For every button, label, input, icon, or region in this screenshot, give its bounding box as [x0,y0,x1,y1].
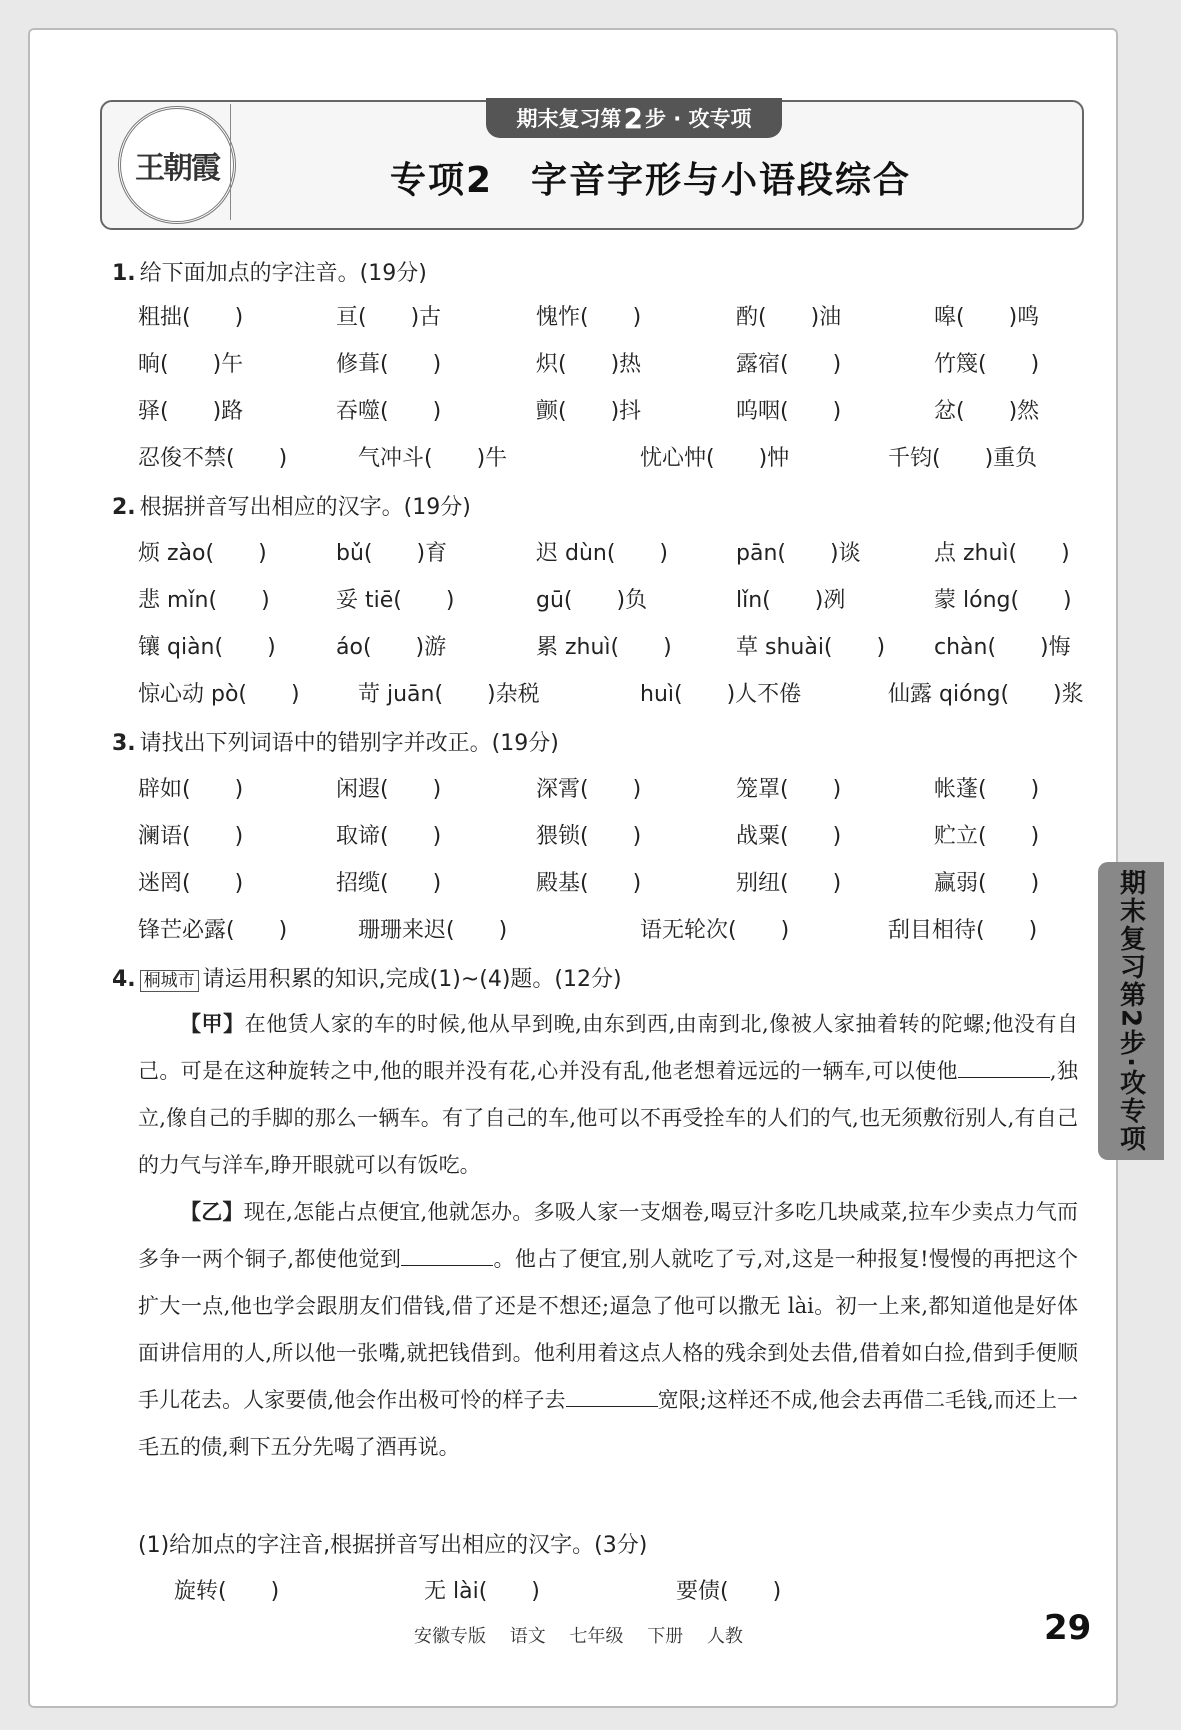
answer-item[interactable]: 亘( )古 [336,305,442,330]
question-number: 3. [112,731,136,756]
answer-item[interactable]: 深霄( ) [536,777,642,802]
footer-item: 安徽专版 [414,1626,486,1647]
answer-item[interactable]: 贮立( ) [934,824,1040,849]
exercise-row [138,772,1068,806]
question-1 [112,256,427,287]
answer-item[interactable]: 驿( )路 [138,399,244,424]
answer-item[interactable]: 无 lài( ) [424,1579,540,1604]
question-number: 2. [112,495,136,520]
answer-item[interactable]: 辟如( ) [138,777,244,802]
answer-item[interactable]: 澜语( ) [138,824,244,849]
exercise-row [138,441,1068,475]
footer-item: 语文 [509,1626,546,1647]
footer-info [414,1622,761,1648]
exercise-row [138,394,1068,428]
exercise-row [138,583,1072,617]
question-text: 根据拼音写出相应的汉字。(19分) [139,495,471,520]
answer-item[interactable]: 锋芒必露( ) [138,918,288,943]
answer-item[interactable]: lǐn( )冽 [736,588,846,613]
answer-item[interactable]: 惊心动 pò( ) [138,682,300,707]
answer-item[interactable]: 苛 juān( )杂税 [358,682,540,707]
exercise-row [138,866,1068,900]
question-3 [112,726,559,757]
answer-item[interactable]: 旋转( ) [174,1579,280,1604]
answer-item[interactable]: 颤( )抖 [536,399,642,424]
answer-item[interactable]: 要债( ) [676,1579,782,1604]
footer-item: 下册 [647,1626,684,1647]
answer-item[interactable]: 修葺( ) [336,352,442,377]
exercise-row [138,347,1068,381]
answer-blank[interactable] [958,1057,1050,1078]
answer-item[interactable]: 妥 tiē( ) [336,588,455,613]
sub-question-1: (1)给加点的字注音,根据拼音写出相应的汉字。(3分) [138,1533,648,1558]
passage-mark: 【乙】 [180,1199,244,1224]
section-tab-post: 步 · 攻专项 [644,107,752,131]
answer-item[interactable]: 酌( )油 [736,305,842,330]
answer-item[interactable]: 仙露 qióng( )浆 [888,682,1084,707]
answer-item[interactable]: 帐蓬( ) [934,777,1040,802]
answer-item[interactable]: bǔ( )育 [336,541,448,566]
answer-item[interactable]: 忍俊不禁( ) [138,446,288,471]
exercise-row [138,300,1068,334]
passage-jia [138,1000,1078,1189]
answer-item[interactable]: 嗥( )鸣 [934,305,1040,330]
question-2 [112,490,471,521]
brand-logo [118,106,236,224]
answer-item[interactable]: 语无轮次( ) [640,918,790,943]
answer-item[interactable]: 千钧( )重负 [888,446,1038,471]
passage-text: ,独立,像自己的手脚的那么一辆车。有了自己的车,他可以不再受拴车的人们的气,也无须敷衍别人,有自己的力气与洋车,睁开眼就可以有饭吃。 [138,1059,1078,1177]
answer-item[interactable]: 别纽( ) [736,871,842,896]
answer-item[interactable]: 刮目相待( ) [888,918,1038,943]
answer-item[interactable]: 招缆( ) [336,871,442,896]
page-title: 专项2 字音字形与小语段综合 [390,160,912,201]
answer-item[interactable]: 殿基( ) [536,871,642,896]
answer-item[interactable]: 炽( )热 [536,352,642,377]
logo-text: 王朝霞 [135,151,219,186]
answer-item[interactable]: 赢弱( ) [934,871,1040,896]
passage-text: 。他占了便宜,别人就吃了亏,对,这是一种报复!慢慢的再把这个扩大一点,他也学会跟朋友们借钱,借了还是不想还;逼急了他可以撒无 lài。初一上来,都知道他是好体面讲信用的人,所以他一张嘴,就把钱借到。他利用着这点人格的残余到处去借,借着如白捡,借到手便顺手儿花去。人家要债,他会作出极可怜的样子去 [138,1247,1078,1412]
answer-item[interactable]: chàn( )悔 [934,635,1071,660]
passage-yi [138,1188,1078,1471]
answer-item[interactable]: huì( )人不倦 [640,682,802,707]
answer-item[interactable]: 忧心忡( )忡 [640,446,790,471]
answer-item[interactable]: 猥锁( ) [536,824,642,849]
side-tab [1098,862,1164,1160]
answer-item[interactable]: 取谛( ) [336,824,442,849]
answer-item[interactable]: 吞噬( ) [336,399,442,424]
question-text: 给下面加点的字注音。(19分) [139,261,427,286]
passage-text: 在他赁人家的车的时候,他从早到晚,由东到西,由南到北,像被人家抽着转的陀螺;他没有自己。可是在这种旋转之中,他的眼并没有花,心并没有乱,他老想着远远的一辆车,可以使他 [138,1012,1078,1083]
passage-mark: 【甲】 [180,1011,245,1036]
answer-blank[interactable] [566,1386,658,1407]
exercise-row [138,819,1068,853]
answer-item[interactable]: 蒙 lóng( ) [934,588,1072,613]
sub-question-1-items [174,1574,1104,1608]
question-4 [112,962,622,993]
section-tab-num: 2 [623,101,643,135]
answer-item[interactable]: gū( )负 [536,588,648,613]
side-tab-label: 期末复习第2步·攻专项 [1115,869,1146,1153]
answer-item[interactable]: 忿( )然 [934,399,1040,424]
region-tag: 桐城市 [140,970,199,992]
question-number: 1. [112,261,136,286]
answer-item[interactable]: 烦 zào( ) [138,541,267,566]
answer-item[interactable]: 累 zhuì( ) [536,635,672,660]
answer-item[interactable]: 点 zhuì( ) [934,541,1070,566]
footer-item: 七年级 [569,1626,624,1647]
answer-item[interactable]: 粗拙( ) [138,305,244,330]
question-text: 请找出下列词语中的错别字并改正。(19分) [139,731,559,756]
exercise-row [138,536,1068,570]
answer-item[interactable]: 悲 mǐn( ) [138,588,270,613]
answer-blank[interactable] [401,1245,493,1266]
answer-item[interactable]: 露宿( ) [736,352,842,377]
answer-item[interactable]: pān( )谈 [736,541,861,566]
section-tab [486,98,782,138]
question-text: 请运用积累的知识,完成(1)~(4)题。(12分) [202,967,622,992]
header-divider [230,104,231,220]
answer-item[interactable]: 笼罩( ) [736,777,842,802]
passage-text: 现在,怎能占点便宜,他就怎办。多吸人家一支烟卷,喝豆汁多吃几块咸菜,拉车少卖点力气而多争一两个铜子,都使他觉到 [138,1200,1078,1271]
exercise-row [138,630,1071,664]
answer-item[interactable]: 气冲斗( )牛 [358,446,508,471]
section-tab-pre: 期末复习第 [516,107,622,131]
answer-item[interactable]: 呜咽( ) [736,399,842,424]
answer-item[interactable]: 愧怍( ) [536,305,642,330]
answer-item[interactable]: 战粟( ) [736,824,842,849]
exercise-row [138,677,1084,711]
answer-item[interactable]: 镶 qiàn( ) [138,635,276,660]
answer-item[interactable]: 草 shuài( ) [736,635,886,660]
answer-item[interactable]: 迷罔( ) [138,871,244,896]
answer-item[interactable]: 竹篾( ) [934,352,1040,377]
answer-item[interactable]: 迟 dùn( ) [536,541,669,566]
page-number: 29 [1044,1608,1092,1648]
exercise-row [138,913,1068,947]
footer-item: 人教 [706,1626,743,1647]
question-number: 4. [112,967,136,992]
answer-item[interactable]: 晌( )午 [138,352,244,377]
answer-item[interactable]: áo( )游 [336,635,447,660]
answer-item[interactable]: 珊珊来迟( ) [358,918,508,943]
passage-text: 宽限;这样还不成,他会去再借二毛钱,而还上一毛五的债,剩下五分先喝了酒再说。 [138,1388,1078,1459]
answer-item[interactable]: 闲遐( ) [336,777,442,802]
